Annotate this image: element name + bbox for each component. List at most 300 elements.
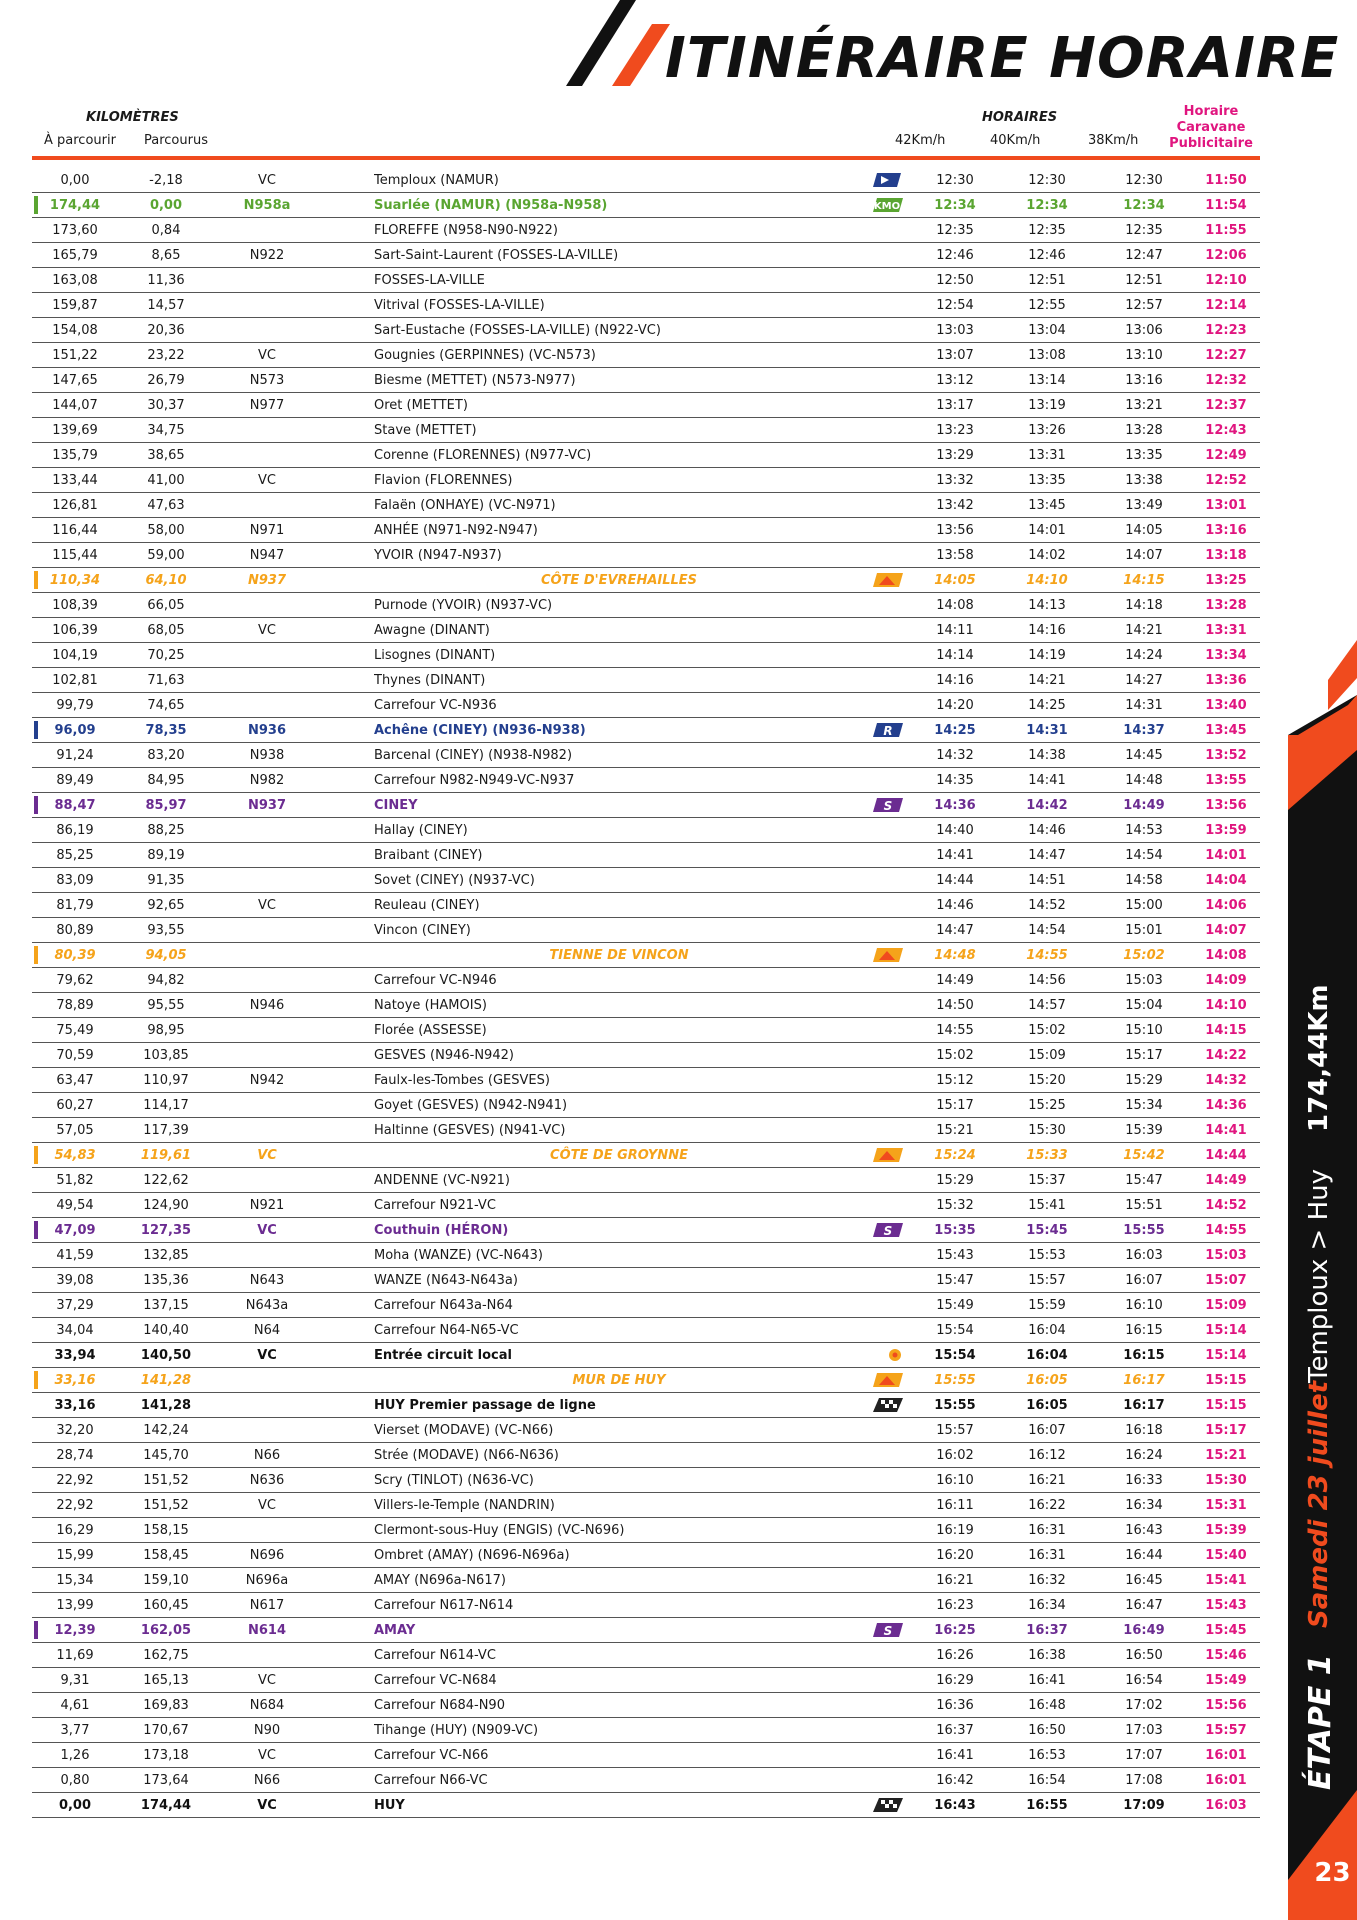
caravane-time-cell: 15:17 <box>1192 1418 1260 1443</box>
km-done-cell: 145,70 <box>110 1443 222 1468</box>
time-38-cell: 16:10 <box>1096 1293 1192 1318</box>
road-cell: N921 <box>222 1193 312 1218</box>
caravane-time-cell: 14:49 <box>1192 1168 1260 1193</box>
speed-42-header: 42Km/h <box>895 133 946 148</box>
km-done-cell: 93,55 <box>110 918 222 943</box>
road-cell <box>222 593 312 618</box>
place-cell: Barcenal (CINEY) (N938-N982) <box>374 743 864 768</box>
spacer-cell <box>312 643 374 668</box>
spacer-cell <box>312 1243 374 1268</box>
time-42-cell: 15:49 <box>912 1293 998 1318</box>
place-cell: Haltinne (GESVES) (N941-VC) <box>374 1118 864 1143</box>
km-done-cell: 174,44 <box>110 1793 222 1818</box>
road-cell: VC <box>222 1668 312 1693</box>
table-row <box>32 343 1260 368</box>
table-row <box>32 1718 1260 1743</box>
time-42-cell: 15:54 <box>912 1343 998 1368</box>
caravane-time-cell: 13:55 <box>1192 768 1260 793</box>
time-40-cell: 12:34 <box>998 193 1096 218</box>
road-cell: N64 <box>222 1318 312 1343</box>
row-marker-bar <box>32 468 40 493</box>
speed-40-header: 40Km/h <box>990 133 1041 148</box>
km-done-cell: 169,83 <box>110 1693 222 1718</box>
time-42-cell: 13:29 <box>912 443 998 468</box>
table-row <box>32 1368 1260 1393</box>
place-cell: Carrefour VC-N684 <box>374 1668 864 1693</box>
km-remaining-cell: 80,39 <box>40 943 110 968</box>
icon-cell <box>864 393 912 418</box>
time-40-cell: 14:54 <box>998 918 1096 943</box>
row-marker-bar <box>32 218 40 243</box>
time-42-cell: 16:25 <box>912 1618 998 1643</box>
road-cell: N946 <box>222 993 312 1018</box>
time-38-cell: 15:02 <box>1096 943 1192 968</box>
road-cell <box>222 1418 312 1443</box>
time-38-cell: 13:49 <box>1096 493 1192 518</box>
place-cell: Goyet (GESVES) (N942-N941) <box>374 1093 864 1118</box>
time-38-cell: 14:31 <box>1096 693 1192 718</box>
icon-cell <box>864 1418 912 1443</box>
spacer-cell <box>312 318 374 343</box>
row-marker-bar <box>32 1793 40 1818</box>
spacer-cell <box>312 1718 374 1743</box>
s-icon <box>873 1222 903 1238</box>
road-cell <box>222 1243 312 1268</box>
km-done-cell: 11,36 <box>110 268 222 293</box>
km-done-cell: 119,61 <box>110 1143 222 1168</box>
time-40-cell: 14:31 <box>998 718 1096 743</box>
km-remaining-cell: 106,39 <box>40 618 110 643</box>
km-done-cell: 47,63 <box>110 493 222 518</box>
road-cell: N696a <box>222 1568 312 1593</box>
time-38-cell: 16:44 <box>1096 1543 1192 1568</box>
place-cell: Achêne (CINEY) (N936-N938) <box>374 718 864 743</box>
row-marker-bar <box>32 693 40 718</box>
place-cell: Vincon (CINEY) <box>374 918 864 943</box>
row-marker <box>34 1221 38 1239</box>
spacer-cell <box>312 1468 374 1493</box>
time-42-cell: 16:36 <box>912 1693 998 1718</box>
place-cell: Hallay (CINEY) <box>374 818 864 843</box>
km-remaining-cell: 139,69 <box>40 418 110 443</box>
km-done-cell: 58,00 <box>110 518 222 543</box>
km-done-cell: 135,36 <box>110 1268 222 1293</box>
table-row <box>32 1768 1260 1793</box>
time-42-cell: 14:14 <box>912 643 998 668</box>
table-row <box>32 518 1260 543</box>
time-40-cell: 16:53 <box>998 1743 1096 1768</box>
km-done-cell: 85,97 <box>110 793 222 818</box>
time-38-cell: 16:15 <box>1096 1343 1192 1368</box>
row-marker-bar <box>32 1568 40 1593</box>
km-remaining-cell: 163,08 <box>40 268 110 293</box>
time-42-cell: 15:17 <box>912 1093 998 1118</box>
km-done-cell: 78,35 <box>110 718 222 743</box>
spacer-cell <box>312 1343 374 1368</box>
km-remaining-cell: 126,81 <box>40 493 110 518</box>
caravane-time-cell: 14:04 <box>1192 868 1260 893</box>
time-40-cell: 15:57 <box>998 1268 1096 1293</box>
stage-route: Temploux > Huy <box>1304 1168 1334 1383</box>
time-42-cell: 14:47 <box>912 918 998 943</box>
place-cell: Carrefour N643a-N64 <box>374 1293 864 1318</box>
km-remaining-cell: 81,79 <box>40 893 110 918</box>
road-cell: N937 <box>222 568 312 593</box>
caravane-time-cell: 15:46 <box>1192 1643 1260 1668</box>
caravane-time-cell: 15:31 <box>1192 1493 1260 1518</box>
row-marker-bar <box>32 1618 40 1643</box>
place-cell: Sart-Saint-Laurent (FOSSES-LA-VILLE) <box>374 243 864 268</box>
time-38-cell: 13:35 <box>1096 443 1192 468</box>
time-40-cell: 14:01 <box>998 518 1096 543</box>
row-marker-bar <box>32 1768 40 1793</box>
road-cell: N573 <box>222 368 312 393</box>
spacer-cell <box>312 1743 374 1768</box>
time-42-cell: 13:23 <box>912 418 998 443</box>
spacer-cell <box>312 1068 374 1093</box>
table-row <box>32 1218 1260 1243</box>
row-marker-bar <box>32 1068 40 1093</box>
caravane-time-cell: 15:30 <box>1192 1468 1260 1493</box>
spacer-cell <box>312 1643 374 1668</box>
spacer-cell <box>312 543 374 568</box>
table-row <box>32 1193 1260 1218</box>
spacer-cell <box>312 193 374 218</box>
road-cell: VC <box>222 468 312 493</box>
place-cell: Ombret (AMAY) (N696-N696a) <box>374 1543 864 1568</box>
time-40-cell: 14:57 <box>998 993 1096 1018</box>
icon-cell <box>864 1468 912 1493</box>
km-remaining-cell: 28,74 <box>40 1443 110 1468</box>
km-done-cell: 158,45 <box>110 1543 222 1568</box>
row-marker-bar <box>32 168 40 193</box>
time-40-cell: 12:46 <box>998 243 1096 268</box>
time-40-cell: 16:22 <box>998 1493 1096 1518</box>
row-marker-bar <box>32 893 40 918</box>
spacer-cell <box>312 718 374 743</box>
km-remaining-cell: 116,44 <box>40 518 110 543</box>
time-40-cell: 13:45 <box>998 493 1096 518</box>
km-remaining-cell: 115,44 <box>40 543 110 568</box>
caravane-time-cell: 13:31 <box>1192 618 1260 643</box>
icon-cell <box>864 743 912 768</box>
road-cell: N938 <box>222 743 312 768</box>
icon-cell <box>864 1068 912 1093</box>
spacer-cell <box>312 418 374 443</box>
km-remaining-cell: 0,00 <box>40 1793 110 1818</box>
spacer-cell <box>312 1043 374 1068</box>
time-42-cell: 16:20 <box>912 1543 998 1568</box>
icon-cell <box>864 518 912 543</box>
road-cell <box>222 493 312 518</box>
km-remaining-cell: 33,94 <box>40 1343 110 1368</box>
road-cell: VC <box>222 1143 312 1168</box>
spacer-cell <box>312 993 374 1018</box>
time-42-cell: 16:26 <box>912 1643 998 1668</box>
place-cell: CÔTE D'EVREHAILLES <box>374 568 864 593</box>
time-40-cell: 15:09 <box>998 1043 1096 1068</box>
caravane-time-cell: 13:01 <box>1192 493 1260 518</box>
km-remaining-cell: 32,20 <box>40 1418 110 1443</box>
place-cell: YVOIR (N947-N937) <box>374 543 864 568</box>
time-40-cell: 15:02 <box>998 1018 1096 1043</box>
table-row <box>32 843 1260 868</box>
time-42-cell: 16:43 <box>912 1793 998 1818</box>
time-38-cell: 16:03 <box>1096 1243 1192 1268</box>
time-40-cell: 14:42 <box>998 793 1096 818</box>
time-40-cell: 15:25 <box>998 1093 1096 1118</box>
km-remaining-cell: 83,09 <box>40 868 110 893</box>
caravane-time-cell: 11:55 <box>1192 218 1260 243</box>
table-row <box>32 1043 1260 1068</box>
icon-cell <box>864 1768 912 1793</box>
time-42-cell: 15:54 <box>912 1318 998 1343</box>
table-row <box>32 1318 1260 1343</box>
place-cell: Moha (WANZE) (VC-N643) <box>374 1243 864 1268</box>
km-remaining-cell: 159,87 <box>40 293 110 318</box>
table-row <box>32 443 1260 468</box>
table-row <box>32 1018 1260 1043</box>
caravane-time-cell: 15:03 <box>1192 1243 1260 1268</box>
road-cell: N90 <box>222 1718 312 1743</box>
table-row <box>32 1493 1260 1518</box>
time-38-cell: 15:29 <box>1096 1068 1192 1093</box>
row-marker-bar <box>32 668 40 693</box>
icon-cell <box>864 418 912 443</box>
km-done-cell: 110,97 <box>110 1068 222 1093</box>
row-marker-bar <box>32 1668 40 1693</box>
time-42-cell: 15:21 <box>912 1118 998 1143</box>
road-cell <box>222 418 312 443</box>
caravane-time-cell: 12:27 <box>1192 343 1260 368</box>
time-42-cell: 13:17 <box>912 393 998 418</box>
place-cell: Carrefour N684-N90 <box>374 1693 864 1718</box>
km-remaining-cell: 51,82 <box>40 1168 110 1193</box>
place-cell: Strée (MODAVE) (N66-N636) <box>374 1443 864 1468</box>
km-remaining-cell: 108,39 <box>40 593 110 618</box>
time-38-cell: 15:01 <box>1096 918 1192 943</box>
caravane-time-cell: 14:22 <box>1192 1043 1260 1068</box>
spacer-cell <box>312 468 374 493</box>
place-cell: Villers-le-Temple (NANDRIN) <box>374 1493 864 1518</box>
place-cell: Braibant (CINEY) <box>374 843 864 868</box>
time-38-cell: 16:17 <box>1096 1368 1192 1393</box>
time-42-cell: 14:16 <box>912 668 998 693</box>
caravane-time-cell: 14:07 <box>1192 918 1260 943</box>
icon-cell <box>864 343 912 368</box>
road-cell: N643 <box>222 1268 312 1293</box>
row-marker-bar <box>32 1743 40 1768</box>
km-remaining-cell: 33,16 <box>40 1393 110 1418</box>
time-40-cell: 16:21 <box>998 1468 1096 1493</box>
spacer-cell <box>312 1418 374 1443</box>
road-cell <box>222 1168 312 1193</box>
table-row <box>32 1668 1260 1693</box>
table-row <box>32 1568 1260 1593</box>
table-row <box>32 1343 1260 1368</box>
time-38-cell: 14:45 <box>1096 743 1192 768</box>
km-done-cell: 0,00 <box>110 193 222 218</box>
time-40-cell: 16:07 <box>998 1418 1096 1443</box>
svg-text:S: S <box>883 1624 893 1638</box>
time-40-cell: 13:26 <box>998 418 1096 443</box>
km-done-cell: 14,57 <box>110 293 222 318</box>
row-marker <box>34 796 38 814</box>
spacer-cell <box>312 1118 374 1143</box>
km-done-cell: 30,37 <box>110 393 222 418</box>
place-cell: Thynes (DINANT) <box>374 668 864 693</box>
time-40-cell: 13:04 <box>998 318 1096 343</box>
time-40-cell: 16:37 <box>998 1618 1096 1643</box>
row-marker-bar <box>32 843 40 868</box>
place-cell: MUR DE HUY <box>374 1368 864 1393</box>
spacer-cell <box>312 668 374 693</box>
time-42-cell: 16:41 <box>912 1743 998 1768</box>
caravane-time-cell: 15:14 <box>1192 1343 1260 1368</box>
place-cell: Sovet (CINEY) (N937-VC) <box>374 868 864 893</box>
time-42-cell: 15:32 <box>912 1193 998 1218</box>
icon-cell <box>864 1393 912 1418</box>
km-remaining-cell: 104,19 <box>40 643 110 668</box>
place-cell: Carrefour VC-N936 <box>374 693 864 718</box>
road-cell: N936 <box>222 718 312 743</box>
caravane-time-cell: 12:06 <box>1192 243 1260 268</box>
icon-cell <box>864 968 912 993</box>
place-cell: ANDENNE (VC-N921) <box>374 1168 864 1193</box>
time-38-cell: 12:35 <box>1096 218 1192 243</box>
time-38-cell: 16:18 <box>1096 1418 1192 1443</box>
caravane-time-cell: 13:16 <box>1192 518 1260 543</box>
table-row <box>32 268 1260 293</box>
km-done-cell: 0,84 <box>110 218 222 243</box>
spacer-cell <box>312 1018 374 1043</box>
time-40-cell: 16:31 <box>998 1518 1096 1543</box>
road-cell <box>222 943 312 968</box>
time-42-cell: 14:20 <box>912 693 998 718</box>
time-38-cell: 17:09 <box>1096 1793 1192 1818</box>
spacer-cell <box>312 343 374 368</box>
spacer-cell <box>312 818 374 843</box>
road-cell <box>222 1093 312 1118</box>
time-42-cell: 12:35 <box>912 218 998 243</box>
row-marker <box>34 1146 38 1164</box>
km-done-cell: 98,95 <box>110 1018 222 1043</box>
km-done-cell: 41,00 <box>110 468 222 493</box>
road-cell: N977 <box>222 393 312 418</box>
time-40-cell: 14:16 <box>998 618 1096 643</box>
row-marker-bar <box>32 1168 40 1193</box>
row-marker-bar <box>32 993 40 1018</box>
caravane-time-cell: 13:40 <box>1192 693 1260 718</box>
row-marker-bar <box>32 343 40 368</box>
table-row <box>32 418 1260 443</box>
kilometres-header: KILOMÈTRES <box>86 110 179 125</box>
time-40-cell: 13:35 <box>998 468 1096 493</box>
km-remaining-cell: 37,29 <box>40 1293 110 1318</box>
time-40-cell: 15:33 <box>998 1143 1096 1168</box>
km-remaining-cell: 0,00 <box>40 168 110 193</box>
km-done-cell: 23,22 <box>110 343 222 368</box>
road-cell: N696 <box>222 1543 312 1568</box>
icon-cell <box>864 693 912 718</box>
place-cell: FOSSES-LA-VILLE <box>374 268 864 293</box>
row-marker-bar <box>32 768 40 793</box>
road-cell: N614 <box>222 1618 312 1643</box>
table-row <box>32 1068 1260 1093</box>
row-marker-bar <box>32 1243 40 1268</box>
time-42-cell: 16:23 <box>912 1593 998 1618</box>
time-40-cell: 16:12 <box>998 1443 1096 1468</box>
road-cell: N617 <box>222 1593 312 1618</box>
table-row <box>32 1618 1260 1643</box>
time-38-cell: 16:49 <box>1096 1618 1192 1643</box>
road-cell <box>222 1518 312 1543</box>
place-cell: Natoye (HAMOIS) <box>374 993 864 1018</box>
caravane-time-cell: 13:59 <box>1192 818 1260 843</box>
time-38-cell: 12:57 <box>1096 293 1192 318</box>
km-remaining-cell: 12,39 <box>40 1618 110 1643</box>
road-cell: N636 <box>222 1468 312 1493</box>
row-marker-bar <box>32 193 40 218</box>
road-cell <box>222 1643 312 1668</box>
row-marker-bar <box>32 1143 40 1168</box>
time-42-cell: 14:32 <box>912 743 998 768</box>
road-cell <box>222 668 312 693</box>
icon-cell <box>864 918 912 943</box>
km-done-cell: 114,17 <box>110 1093 222 1118</box>
place-cell: Biesme (METTET) (N573-N977) <box>374 368 864 393</box>
icon-cell <box>864 243 912 268</box>
icon-cell <box>864 368 912 393</box>
time-42-cell: 13:03 <box>912 318 998 343</box>
table-row <box>32 368 1260 393</box>
km-remaining-cell: 154,08 <box>40 318 110 343</box>
page-title: ITINÉRAIRE HORAIRE <box>665 26 1340 91</box>
icon-cell <box>864 193 912 218</box>
time-38-cell: 12:51 <box>1096 268 1192 293</box>
stage-label: ÉTAPE 1 <box>1303 1654 1338 1790</box>
row-marker <box>34 721 38 739</box>
icon-cell <box>864 293 912 318</box>
km-remaining-cell: 135,79 <box>40 443 110 468</box>
place-cell: TIENNE DE VINCON <box>374 943 864 968</box>
km-remaining-cell: 22,92 <box>40 1493 110 1518</box>
time-42-cell: 15:35 <box>912 1218 998 1243</box>
time-38-cell: 14:21 <box>1096 618 1192 643</box>
row-marker-bar <box>32 1693 40 1718</box>
table-row <box>32 818 1260 843</box>
place-cell: Reuleau (CINEY) <box>374 893 864 918</box>
road-cell: VC <box>222 1343 312 1368</box>
time-38-cell: 13:21 <box>1096 393 1192 418</box>
km-done-cell: 74,65 <box>110 693 222 718</box>
place-cell: Faulx-les-Tombes (GESVES) <box>374 1068 864 1093</box>
place-cell: Couthuin (HÉRON) <box>374 1218 864 1243</box>
row-marker-bar <box>32 1418 40 1443</box>
caravane-time-cell: 15:56 <box>1192 1693 1260 1718</box>
row-marker <box>34 1621 38 1639</box>
time-38-cell: 14:58 <box>1096 868 1192 893</box>
row-marker-bar <box>32 1118 40 1143</box>
row-marker-bar <box>32 1343 40 1368</box>
climb-icon <box>873 1372 903 1388</box>
place-cell: Oret (METTET) <box>374 393 864 418</box>
time-40-cell: 15:41 <box>998 1193 1096 1218</box>
time-42-cell: 15:02 <box>912 1043 998 1068</box>
time-40-cell: 14:38 <box>998 743 1096 768</box>
caravane-time-cell: 12:37 <box>1192 393 1260 418</box>
row-marker-bar <box>32 1493 40 1518</box>
